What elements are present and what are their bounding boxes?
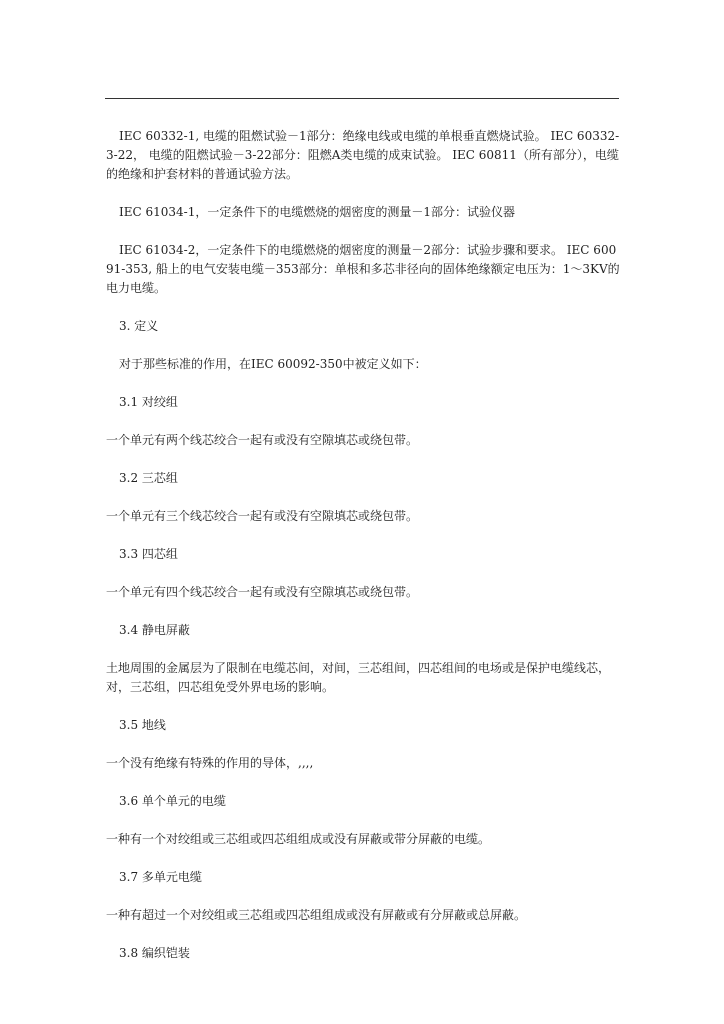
definition-text: 一个单元有三个线芯绞合一起有或没有空隙填芯或绕包带。 — [106, 509, 419, 523]
definition-heading: 3.1 对绞组 — [119, 395, 178, 409]
section-title: 3. 定义 — [119, 319, 159, 333]
definition-text: 一种有超过一个对绞组或三芯组或四芯组组成或没有屏蔽或有分屏蔽或总屏蔽。 — [106, 908, 527, 922]
top-rule — [105, 98, 619, 99]
definition-heading: 3.8 编织铠装 — [119, 946, 190, 960]
reference-paragraph-3: IEC 61034-2，一定条件下的电缆燃烧的烟密度的测量－2部分：试验步骤和要求。 IEC 60091-353, 船上的电气安装电缆－353部分：单根和多芯非径向的固体绝缘额定电压为：1～3KV的电力电缆。 — [106, 243, 620, 295]
definition-heading: 3.7 多单元电缆 — [119, 870, 202, 884]
definition-text: 一个单元有四个线芯绞合一起有或没有空隙填芯或绕包带。 — [106, 585, 419, 599]
definition-text: 一种有一个对绞组或三芯组或四芯组组成或没有屏蔽或带分屏蔽的电缆。 — [106, 832, 491, 846]
definition-text: 一个单元有两个线芯绞合一起有或没有空隙填芯或绕包带。 — [106, 433, 419, 447]
definition-text: 土地周围的金属层为了限制在电缆芯间，对间，三芯组间，四芯组间的电场或是保护电缆线芯，对，三芯组，四芯组免受外界电场的影响。 — [106, 661, 611, 694]
definition-heading: 3.5 地线 — [119, 718, 166, 732]
reference-paragraph-2: IEC 61034-1，一定条件下的电缆燃烧的烟密度的测量－1部分：试验仪器 — [119, 205, 515, 219]
reference-paragraph-1: IEC 60332-1, 电缆的阻燃试验－1部分：绝缘电线或电缆的单根垂直燃烧试验。 IEC 60332-3-22， 电缆的阻燃试验－3-22部分：阻燃A类电缆的成束试验。 IEC 60811（所有部分），电缆的绝缘和护套材料的普通试验方法。 — [106, 129, 620, 181]
definition-heading: 3.6 单个单元的电缆 — [119, 794, 226, 808]
definition-heading: 3.2 三芯组 — [119, 471, 178, 485]
definition-heading: 3.4 静电屏蔽 — [119, 623, 190, 637]
document-body — [106, 127, 620, 982]
definition-heading: 3.3 四芯组 — [119, 547, 178, 561]
definition-text: 一个没有绝缘有特殊的作用的导体，,,,, — [106, 756, 314, 770]
section-intro: 对于那些标准的作用，在IEC 60092-350中被定义如下： — [119, 357, 427, 371]
